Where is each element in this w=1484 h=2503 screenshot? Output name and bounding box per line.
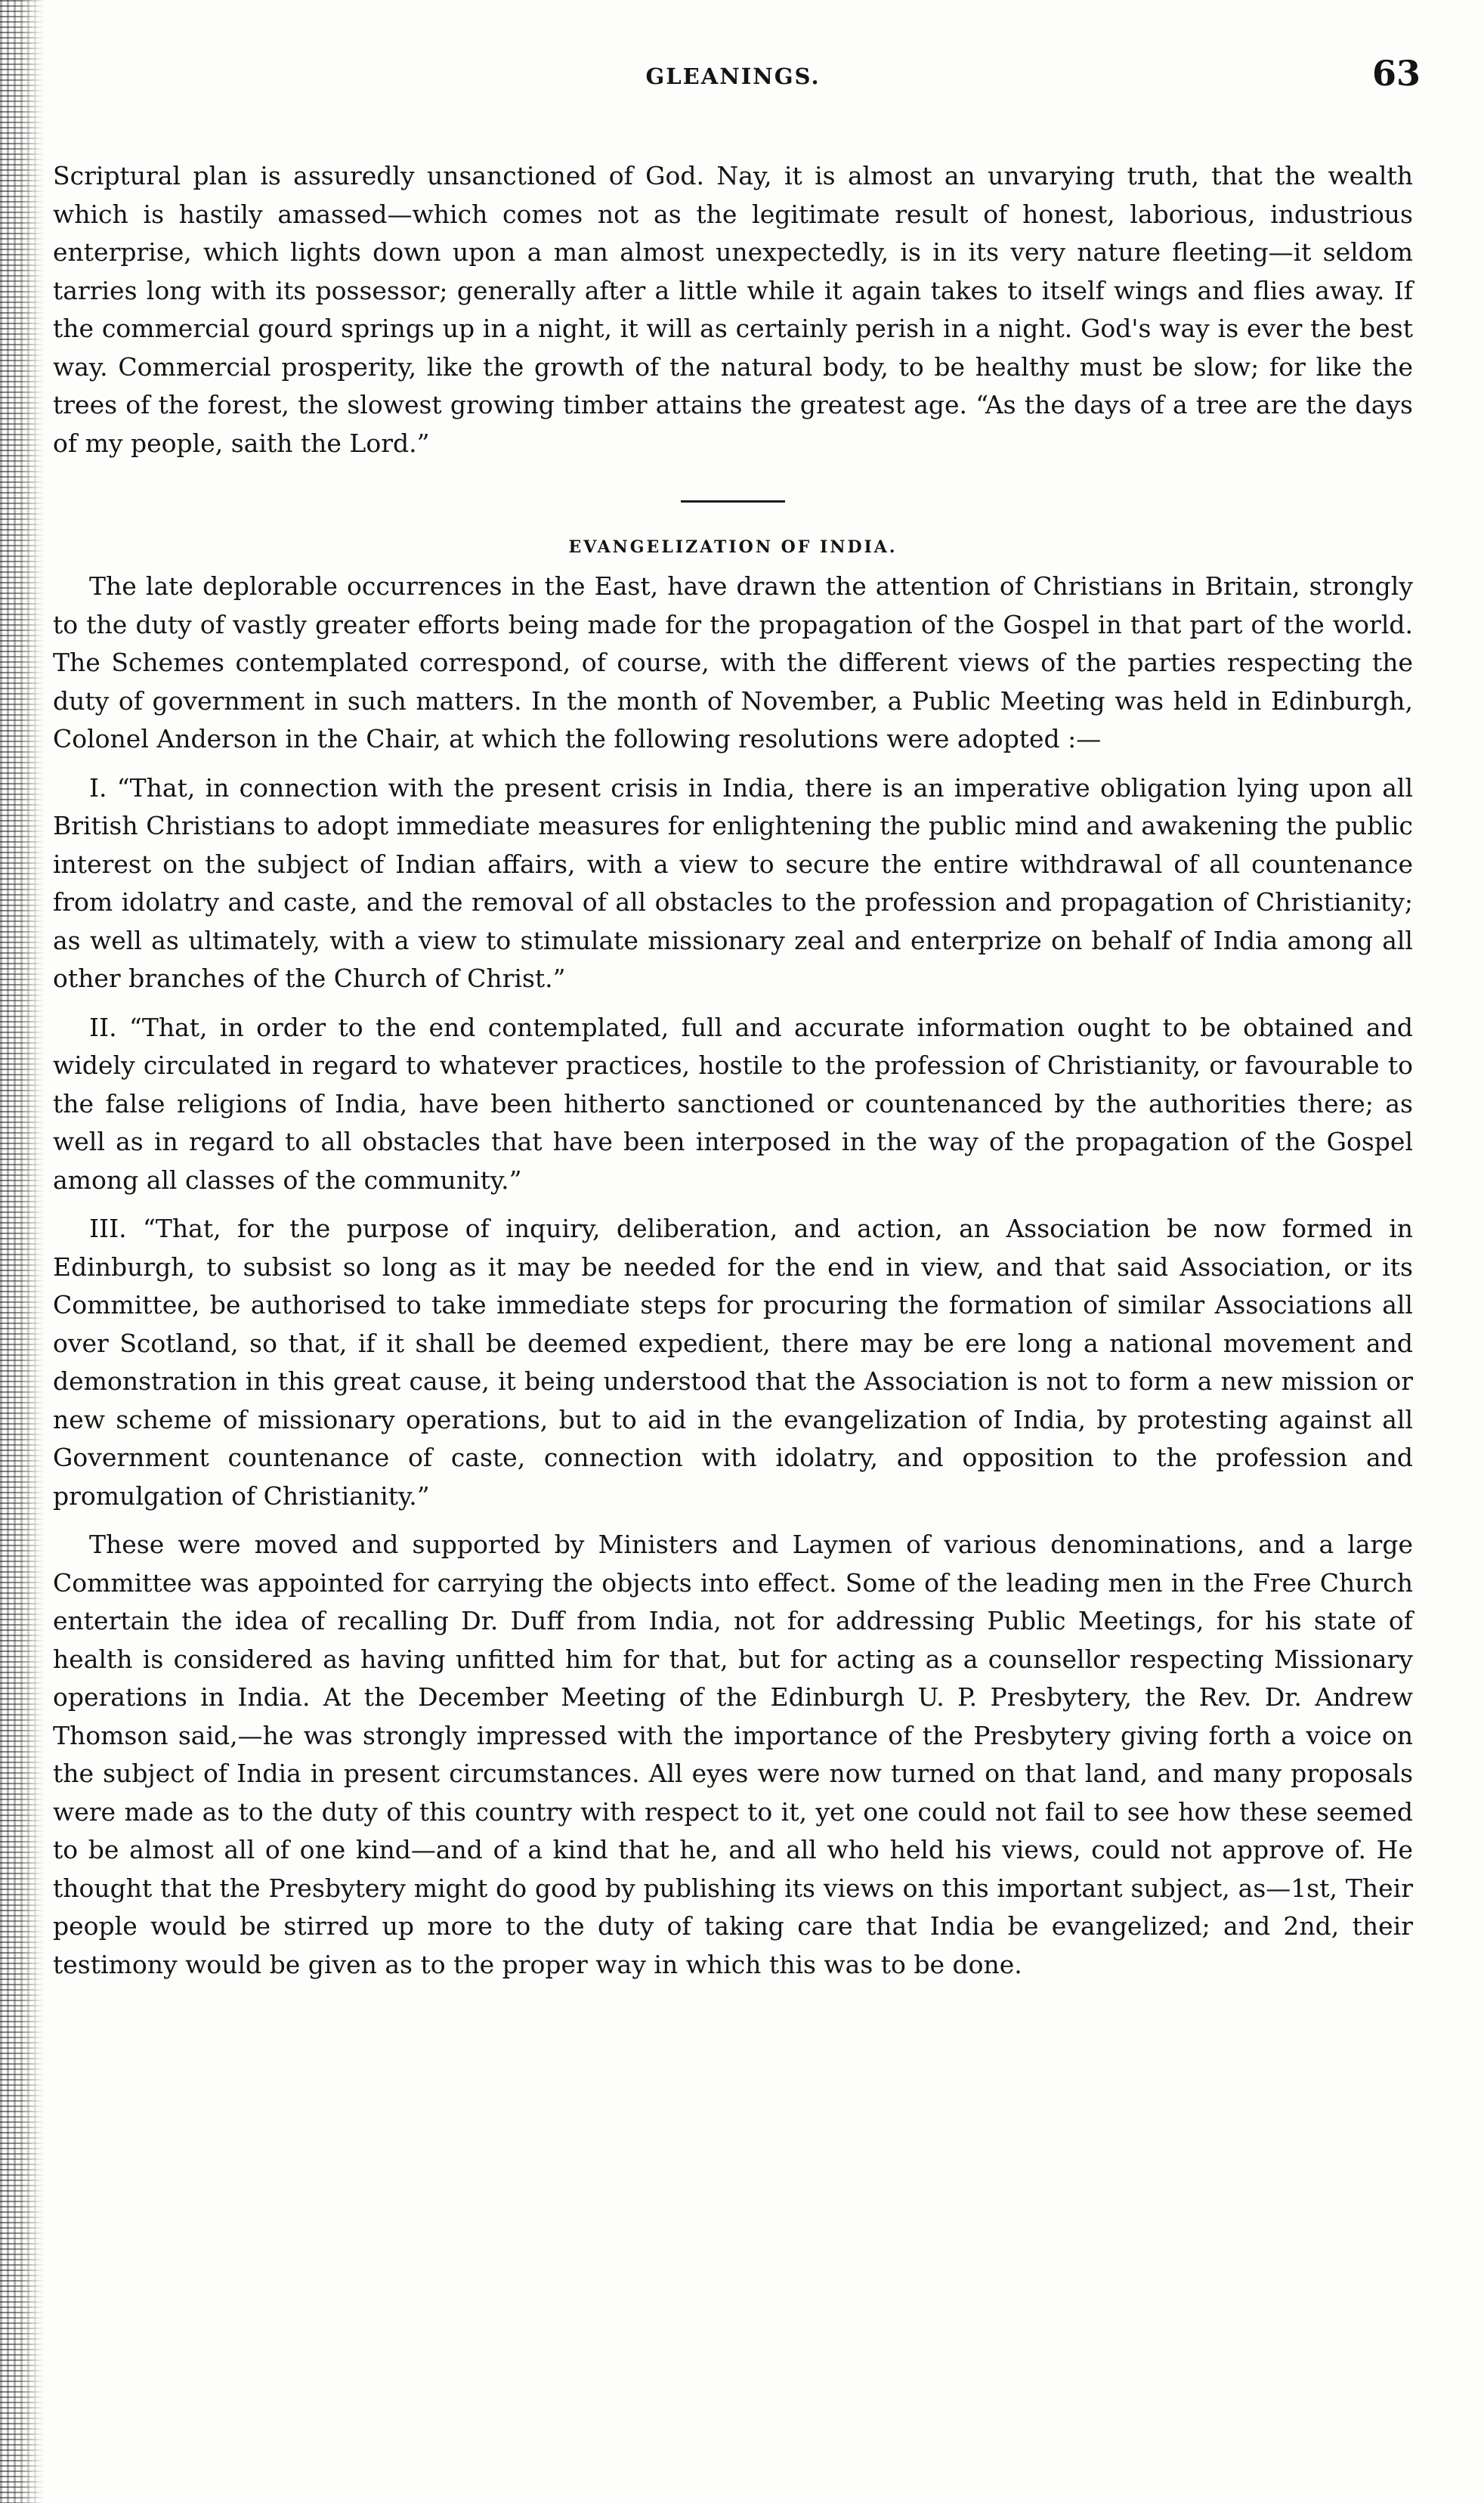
body-text [53,157,1413,1984]
running-title: GLEANINGS. [645,63,821,89]
page-number: 63 [1371,53,1421,94]
resolution-two: II. “That, in order to the end contemplated, full and accurate information ought to be obtained and widely circulated in regard to whatever practices, hostile to the profession of Christianity, or favourable to the false religions of India, have been hitherto sanctioned or countenanced by the authorities there; as well as in regard to all obstacles that have been interposed in the way of the propagation of the Gospel among all classes of the community.” [53,1012,1413,1195]
running-head [53,53,1421,106]
intro-paragraph: The late deplorable occurrences in the East, have drawn the attention of Christians in Britain, strongly to the duty of vastly greater efforts being made for the propagation of the Gospel in that part of the world. The Schemes contemplated correspond, of course, with the different views of the parties respecting the duty of government in such matters. In the month of November, a Public Meeting was held in Edinburgh, Colonel Anderson in the Chair, at which the following resolutions were adopted :— [53,571,1413,753]
closing-paragraph: These were moved and supported by Ministers and Laymen of various denominations, and a large Committee was appointed for carrying the objects into effect. Some of the leading men in the Free Church entertain the idea of recalling Dr. Duff from India, not for addressing Public Meetings, for his state of health is considered as having unfitted him for that, but for acting as a counsellor respecting Missionary operations in India. At the December Meeting of the Edinburgh U. P. Presbytery, the Rev. Dr. Andrew Thomson said,—he was strongly impressed with the importance of the Presbytery giving forth a voice on the subject of India in present circumstances. All eyes were now turned on that land, and many proposals were made as to the duty of this country with respect to it, yet one could not fail to see how these seemed to be almost all of one kind—and of a kind that he, and all who held his views, could not approve of. He thought that the Presbytery might do good by publishing its views on this important subject, as—1st, Their people would be stirred up more to the duty of taking care that India be evangelized; and 2nd, their testimony would be given as to the proper way in which this was to be done. [53,1530,1413,1979]
section-divider [681,500,785,503]
resolution-three: III. “That, for the purpose of inquiry, deliberation, and action, an Association be now formed in Edinburgh, to subsist so long as it may be needed for the end in view, and that said Association, or its Committee, be authorised to take immediate steps for procuring the formation of similar Associations all over Scotland, so that, if it shall be deemed expedient, there may be ere long a national movement and demonstration in this great cause, it being understood that the Association is not to form a new mission or new scheme of missionary operations, but to aid in the evangelization of India, by protesting against all Government countenance of caste, connection with idolatry, and opposition to the profession and promulgation of Christianity.” [53,1214,1413,1511]
continued-paragraph: Scriptural plan is assuredly unsanctioned of God. Nay, it is almost an unvarying truth, that the wealth which is hastily amassed—which comes not as the legitimate result of honest, laborious, industrious enterprise, which lights down upon a man almost unexpectedly, is in its very nature fleeting—it seldom tarries long with its possessor; generally after a little while it again takes to itself wings and flies away. If the commercial gourd springs up in a night, it will as certainly perish in a night. God's way is ever the best way. Commercial prosperity, like the growth of the natural body, to be healthy must be slow; for like the trees of the forest, the slowest growing timber attains the greatest age. “As the days of a tree are the days of my people, saith the Lord.” [53,161,1413,458]
binding-edge [0,0,44,2503]
page [53,53,1421,1994]
section-title: EVANGELIZATION OF INDIA. [568,537,898,557]
resolution-one: I. “That, in connection with the present crisis in India, there is an imperative obligation lying upon all British Christians to adopt immediate measures for enlightening the public mind and awakening the public interest on the subject of Indian affairs, with a view to secure the entire withdrawal of all countenance from idolatry and caste, and the removal of all obstacles to the profession and propagation of Christianity; as well as ultimately, with a view to stimulate missionary zeal and enterprize on behalf of India among all other branches of the Church of Christ.” [53,772,1413,993]
